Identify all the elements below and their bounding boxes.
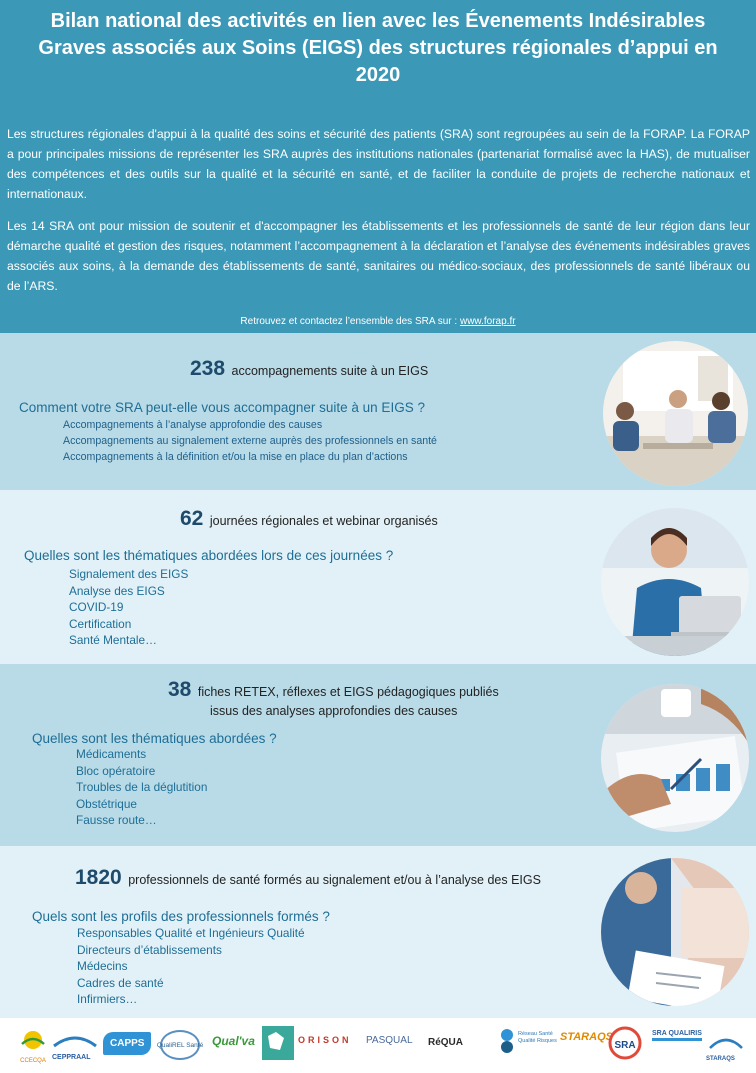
section-question: Quelles sont les thématiques abordées lors de ces journées ? bbox=[24, 548, 394, 563]
stat-label: fiches RETEX, réflexes et EIGS pédagogiques publiés bbox=[197, 685, 499, 699]
stat-number: 38 bbox=[168, 678, 192, 701]
list-item: Infirmiers… bbox=[77, 992, 138, 1006]
logo-sra-qualiris: SRA QUALIRIS bbox=[652, 1030, 702, 1041]
list-item: Cadres de santé bbox=[77, 975, 164, 990]
item-list bbox=[76, 746, 207, 829]
list-item: Responsables Qualité et Ingénieurs Qualité bbox=[77, 926, 305, 940]
section-professionnels bbox=[0, 846, 756, 1018]
logo-orison: ORISON bbox=[298, 1035, 352, 1045]
logo-qualva: Qual'va bbox=[212, 1034, 255, 1048]
partner-logos bbox=[0, 1018, 756, 1073]
intro-paragraph: Les 14 SRA ont pour mission de soutenir et d'accompagner les établissements et les professionnels de santé de leur région dans leur démarche qualité et gestion des risques, notamment l’accompagnement à la déclaration et l’analyse des événements indésirables graves associés aux soins, à la demande des établissements de santé, sanitaires ou médico-sociaux, des professionnels de santé libéraux ou de l’ARS. bbox=[7, 219, 750, 293]
list-item: Certification bbox=[69, 616, 132, 631]
training-photo bbox=[601, 858, 749, 1006]
nurse-laptop-photo bbox=[601, 508, 749, 656]
intro-paragraph: Les structures régionales d'appui à la qualité des soins et sécurité des patients (SRA) sont regroupées au sein de la FORAP. La FORAP a pour principales missions de représenter les SRA auprès des institutions nationales (partenariat formalisé avec la HAS), de mutualiser des compétences et des outils sur la qualité et la sécurité en santé, et de faciliter la conduite de projets de recherche nationaux et internationaux. bbox=[7, 127, 750, 201]
svg-text:SRA: SRA bbox=[614, 1040, 636, 1051]
stat-number: 238 bbox=[190, 357, 226, 380]
list-item: Santé Mentale… bbox=[69, 633, 157, 647]
contact-text: Retrouvez et contactez l’ensemble des SRA sur : bbox=[240, 316, 458, 327]
forap-link[interactable]: www.forap.fr bbox=[459, 316, 516, 327]
item-list bbox=[77, 925, 305, 1008]
section-fiches bbox=[0, 664, 756, 846]
item-list bbox=[63, 417, 437, 465]
logo-pasqual: PASQUAL bbox=[366, 1035, 413, 1046]
stat-label: accompagnements suite à un EIGS bbox=[231, 364, 429, 378]
list-item: Accompagnements au signalement externe auprès des professionnels en santé bbox=[63, 435, 437, 447]
stat-number: 1820 bbox=[75, 866, 122, 889]
list-item: Troubles de la déglutition bbox=[76, 780, 208, 794]
documents-photo bbox=[601, 684, 749, 832]
section-journees bbox=[0, 490, 756, 664]
stat-label: journées régionales et webinar organisés bbox=[209, 514, 438, 528]
logo-staraqs: STARAQS bbox=[706, 1032, 746, 1062]
stat-number: 62 bbox=[180, 507, 204, 530]
list-item: Analyse des EIGS bbox=[69, 583, 165, 598]
list-item: Fausse route… bbox=[76, 813, 157, 827]
meeting-photo bbox=[603, 341, 748, 486]
list-item: Médecins bbox=[77, 959, 128, 973]
logo-rsqr: Réseau Santé Qualité Risques bbox=[498, 1027, 516, 1059]
stat-label-line2: issus des analyses approfondies des causes bbox=[210, 704, 458, 718]
list-item: Directeurs d’établissements bbox=[77, 942, 222, 957]
logo-capps: CAPPS bbox=[103, 1032, 151, 1055]
list-item: COVID-19 bbox=[69, 600, 124, 614]
header-banner bbox=[0, 0, 756, 333]
section-question: Comment votre SRA peut-elle vous accompagner suite à un EIGS ? bbox=[19, 400, 425, 415]
section-headline bbox=[180, 507, 438, 531]
section-question: Quelles sont les thématiques abordées ? bbox=[32, 731, 277, 746]
section-accompagnements bbox=[0, 333, 756, 490]
logo-ccecqa: CCECQA bbox=[18, 1030, 48, 1064]
section-headline bbox=[168, 678, 499, 718]
logo-qualirel: QualiREL Santé bbox=[160, 1030, 200, 1060]
section-headline bbox=[75, 866, 541, 890]
contact-line bbox=[0, 316, 756, 327]
item-list bbox=[69, 566, 188, 649]
logo-requa: RéQUA bbox=[428, 1037, 464, 1048]
list-item: Bloc opératoire bbox=[76, 763, 156, 778]
stat-label: professionnels de santé formés au signalement et/ou à l’analyse des EIGS bbox=[128, 873, 541, 887]
section-question: Quels sont les profils des professionnels formés ? bbox=[32, 909, 330, 924]
logo-ceppraal: CEPPRAAL bbox=[52, 1032, 98, 1061]
page-title: Bilan national des activités en lien avec les Évenements Indésirables Graves associés aux Soins (EIGS) des structures régionales d’appui en 2020 bbox=[38, 10, 718, 86]
logo-region-map bbox=[262, 1026, 294, 1062]
intro-text bbox=[7, 124, 750, 296]
logo-sra bbox=[608, 1026, 642, 1062]
list-item: Obstétrique bbox=[76, 796, 137, 811]
list-item: Accompagnements à l’analyse approfondie des causes bbox=[63, 419, 323, 431]
list-item: Accompagnements à la définition et/ou la mise en place du plan d’actions bbox=[63, 451, 408, 463]
list-item: Signalement des EIGS bbox=[69, 567, 189, 581]
list-item: Médicaments bbox=[76, 747, 147, 761]
logo-staraqs-grand-est: STARAQS bbox=[560, 1031, 613, 1043]
section-headline bbox=[190, 357, 428, 381]
